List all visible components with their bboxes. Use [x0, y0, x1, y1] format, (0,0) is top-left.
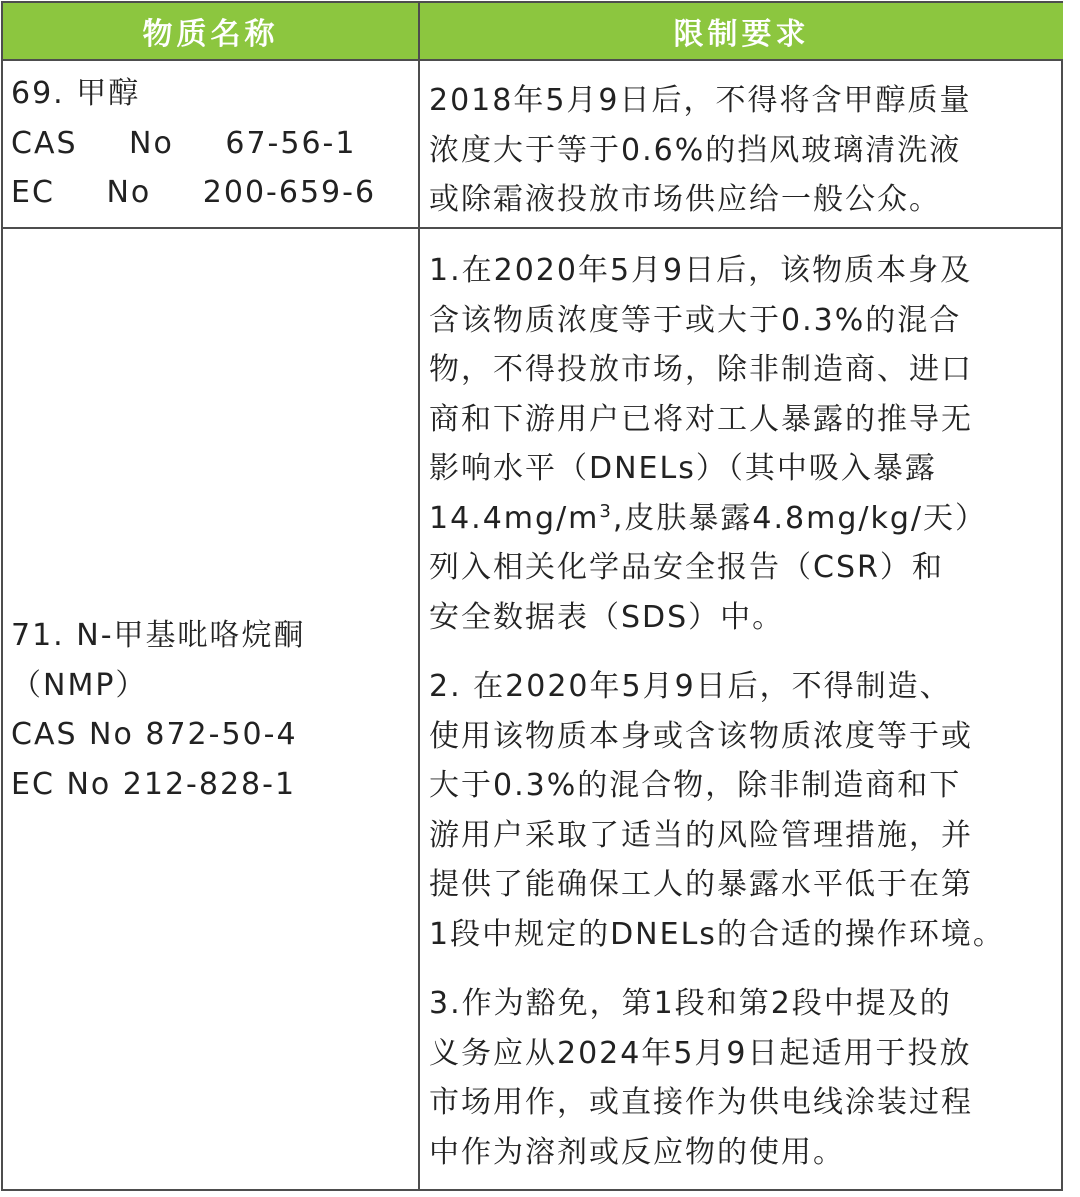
restriction-line: 游用户采取了适当的风险管理措施，并 [429, 817, 973, 853]
restriction-line: 或除霜液投放市场供应给一般公众。 [429, 182, 941, 217]
exposure-value: ,皮肤暴露4.8mg/kg/天） [612, 500, 988, 536]
ec-number: EC No 200-659-6 [11, 175, 377, 210]
restriction-line: 1段中规定的DNELs的合适的操作环境。 [429, 916, 1005, 952]
header-substance-name-label: 物质名称 [142, 17, 279, 52]
restriction-paragraph-2 [429, 662, 1005, 959]
restriction-line: 2. 在2020年5月9日后，不得制造、 [429, 669, 952, 704]
row-divider [3, 227, 1061, 229]
restriction-line: 中作为溶剂或反应物的使用。 [429, 1134, 845, 1170]
row1-substance-name [11, 69, 376, 218]
restriction-line: 1.在2020年5月9日后，该物质本身及 [429, 253, 973, 288]
header-substance-name [3, 3, 418, 59]
header-restriction [420, 3, 1063, 59]
cas-number: CAS No 67-56-1 [11, 125, 357, 161]
restriction-line: 义务应从2024年5月9日起适用于投放 [429, 1035, 972, 1071]
restriction-line: 安全数据表（SDS）中。 [429, 599, 785, 635]
restriction-line: 物，不得投放市场，除非制造商、进口 [429, 352, 973, 387]
restriction-line: 市场用作，或直接作为供电线涂装过程 [429, 1085, 973, 1120]
substance-line: 69. 甲醇 [11, 76, 141, 111]
header-restriction-label: 限制要求 [673, 17, 810, 52]
restriction-line: 2018年5月9日后，不得将含甲醇质量 [429, 83, 972, 118]
row-divider [3, 59, 1061, 61]
restriction-line: 商和下游用户已将对工人暴露的推导无 [429, 401, 973, 437]
restriction-line: 3.作为豁免，第1段和第2段中提及的 [429, 986, 952, 1021]
row2-substance-name [11, 611, 306, 809]
superscript: 3 [599, 500, 613, 522]
restriction-line: 使用该物质本身或含该物质浓度等于或 [429, 718, 973, 754]
column-divider [418, 3, 420, 1189]
restriction-line [429, 494, 1005, 544]
row2-restriction [429, 246, 1005, 1197]
substance-line: 71. N-甲基吡咯烷酮 [11, 618, 306, 653]
restriction-table [1, 1, 1063, 1191]
cas-number: CAS No 872-50-4 [11, 717, 298, 752]
restriction-line: 提供了能确保工人的暴露水平低于在第 [429, 867, 973, 902]
restriction-paragraph-3 [429, 979, 1005, 1177]
exposure-value: 14.4mg/m [429, 500, 600, 536]
restriction-line: 列入相关化学品安全报告（CSR）和 [429, 550, 944, 585]
restriction-line: 含该物质浓度等于或大于0.3%的混合 [429, 302, 962, 338]
restriction-line: 大于0.3%的混合物，除非制造商和下 [429, 768, 962, 803]
restriction-line: 影响水平（DNELs）（其中吸入暴露 [429, 451, 937, 486]
restriction-paragraph-1 [429, 246, 1005, 642]
ec-number: EC No 212-828-1 [11, 766, 297, 802]
restriction-line: 浓度大于等于0.6%的挡风玻璃清洗液 [429, 132, 962, 168]
substance-line: （NMP） [11, 667, 148, 703]
row1-restriction [429, 76, 972, 225]
